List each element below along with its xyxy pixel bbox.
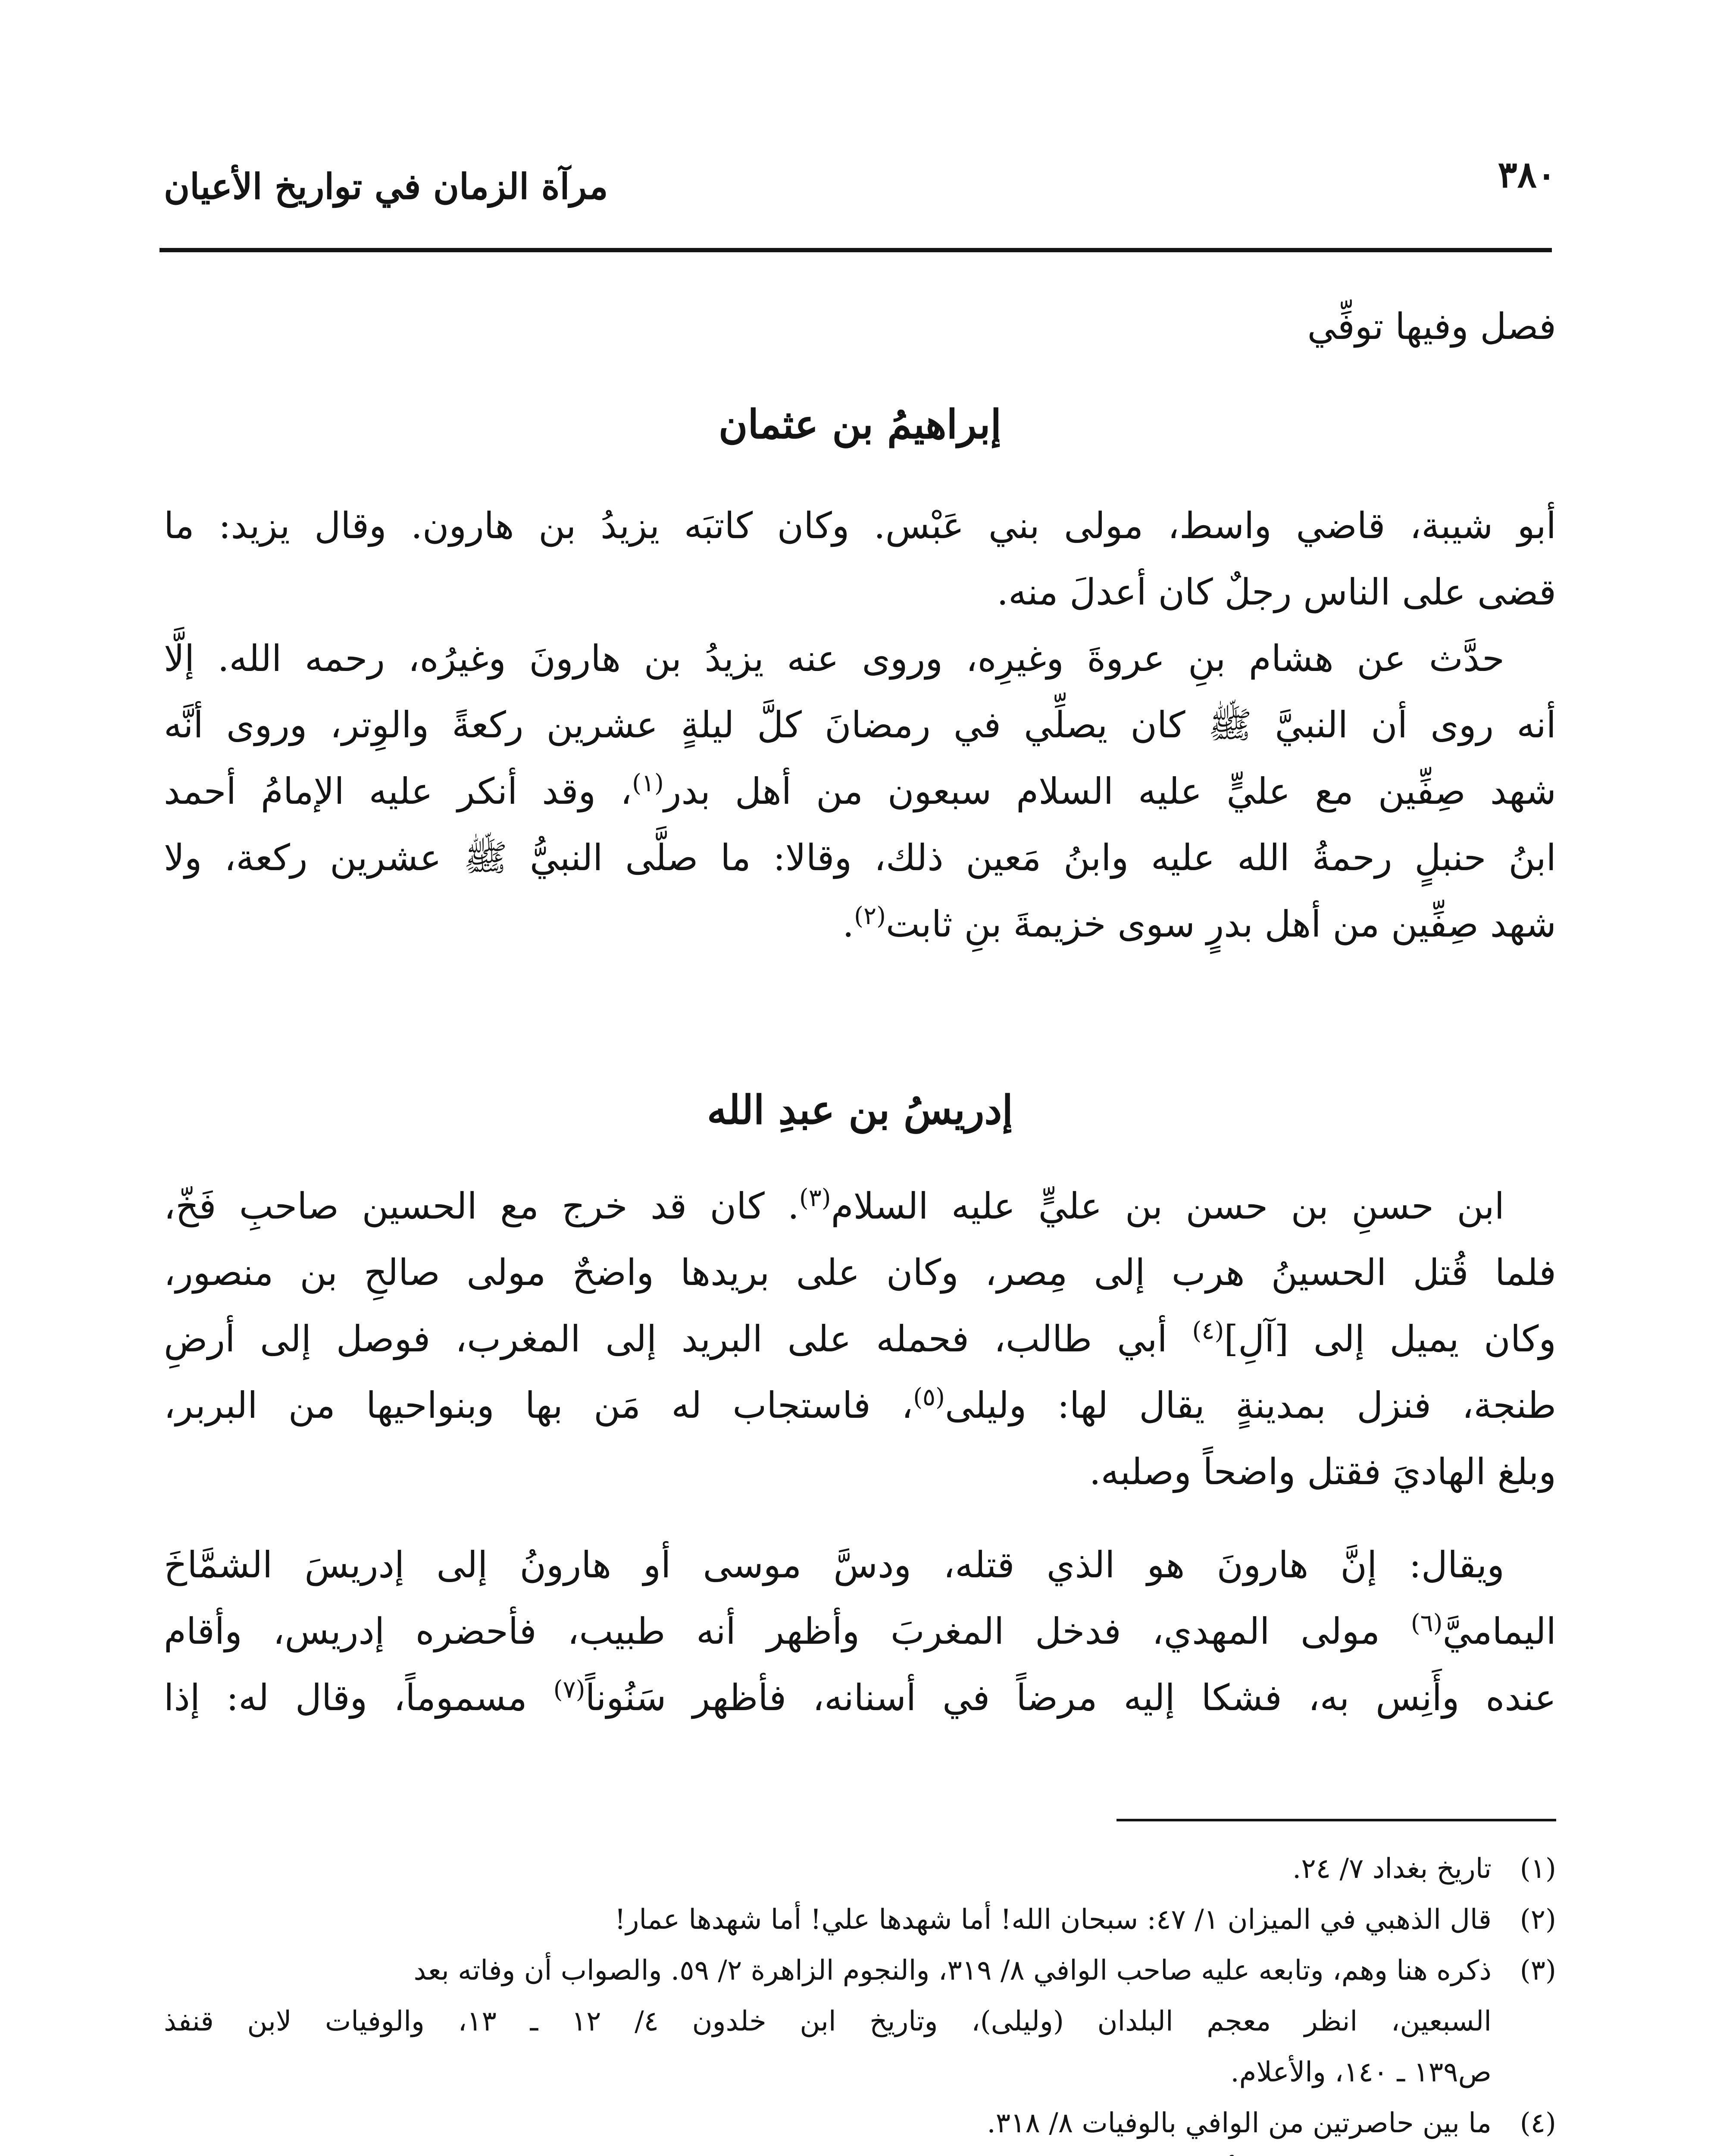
paragraph-line: أبو شيبة، قاضي واسط، مولى بني عَبْس. وكان كاتبَه يزيدُ بن هارون. وقال يزيد: ما <box>164 505 1556 547</box>
line-part: . كان قد خرج مع الحسين صاحبِ فَخّ، <box>164 1185 799 1227</box>
footnote-number: (٢) <box>1520 1904 1556 1936</box>
footnote-text: ما بين حاصرتين من الوافي بالوفيات ٨/ ٣١٨. <box>987 2107 1492 2139</box>
paragraph-line <box>164 1173 1556 1239</box>
section-ibrahim-text <box>164 492 1556 957</box>
line-part: ، فاستجاب له مَن بها وبنواحيها من البربر، <box>164 1384 913 1426</box>
footnote-ref: (٢) <box>854 902 886 930</box>
paragraph-line: ابنُ حنبلٍ رحمةُ الله عليه وابنُ مَعين ذلك، وقالا: ما صلَّى النبيُّ ﷺ عشرين ركعة، ولا <box>164 837 1556 879</box>
footnote-ref: (١) <box>632 769 664 797</box>
footnote-3 <box>164 1945 1556 1996</box>
section-heading-ibrahim: إبراهيمُ بن عثمان <box>718 401 1002 448</box>
section-idris-text-2 <box>164 1532 1556 1731</box>
paragraph-line <box>164 1372 1556 1438</box>
footnote-3-continued: السبعين، انظر معجم البلدان (وليلى)، وتاريخ ابن خلدون ٤/ ١٢ ـ ١٣، والوفيات لابن قنفذ <box>164 2006 1492 2037</box>
intro-text: فصل وفيها توفِّي <box>1307 305 1556 348</box>
line-part: وكان يميل إلى [آلِ] <box>1224 1318 1556 1360</box>
footnote-text: تاريخ بغداد ٧/ ٢٤. <box>1292 1853 1492 1885</box>
section-heading-idris: إدريسُ بن عبدِ الله <box>707 1087 1013 1133</box>
footnote-number: (٣) <box>1520 1955 1556 1987</box>
line-part: شهد صِفِّين مع عليٍّ عليه السلام سبعون من أهل بدر <box>663 770 1557 812</box>
intro-line <box>164 293 1556 360</box>
paragraph-line <box>164 1664 1556 1731</box>
line-part: اليماميَّ <box>1442 1610 1556 1652</box>
paragraph-line <box>164 1306 1556 1372</box>
line-part: شهد صِفِّين من أهل بدرٍ سوى خزيمةَ بنِ ثابت <box>885 903 1556 945</box>
footnote-number: (١) <box>1520 1853 1556 1885</box>
footnote-ref: (٧) <box>553 1676 585 1704</box>
paragraph-line <box>164 1598 1556 1664</box>
paragraph-line <box>164 891 1556 957</box>
paragraph-line: وبلغ الهاديَ فقتل واضحاً وصلبه. <box>1089 1451 1556 1493</box>
paragraph-line: أنه روى أن النبيَّ ﷺ كان يصلِّي في رمضانَ كلَّ ليلةٍ عشرين ركعةً والوِتر، وروى أنَّه <box>164 704 1556 746</box>
footnote-number <box>1492 2149 1556 2156</box>
footnote-3-continued: ص١٣٩ ـ ١٤٠، والأعلام. <box>1230 2056 1492 2088</box>
footnote-2 <box>164 1894 1556 1945</box>
footnote-4 <box>164 2098 1556 2149</box>
line-part: عنده وأَنِس به، فشكا إليه مرضاً في أسنانه، فأظهر سَنُوناً <box>585 1677 1556 1719</box>
footnote-ref: (٤) <box>1192 1317 1224 1345</box>
running-title: مرآة الزمان في تواريخ الأعيان <box>164 166 608 207</box>
footnote-number: (٤) <box>1520 2107 1556 2139</box>
footnote-ref: (٦) <box>1410 1609 1443 1637</box>
line-part: طنجة، فنزل بمدينةٍ يقال لها: وليلى <box>944 1384 1556 1426</box>
line-part: مسموماً، وقال له: إذا <box>164 1677 554 1719</box>
paragraph-line: ويقال: إنَّ هارونَ هو الذي قتله، ودسَّ موسى أو هارونُ إلى إدريسَ الشمَّاخَ <box>164 1544 1504 1586</box>
paragraph-line: حدَّث عن هشام بنِ عروةَ وغيرِه، وروى عنه يزيدُ بن هارونَ وغيرُه، رحمه الله. إلَّا <box>164 637 1504 680</box>
line-part: . <box>842 903 854 945</box>
footnote-text: قال الذهبي في الميزان ١/ ٤٧: سبحان الله! أما شهدها علي! أما شهدها عمار! <box>614 1904 1492 1936</box>
footnote-1 <box>164 1843 1556 1894</box>
line-part: ، وقد أنكر عليه الإمامُ أحمد <box>164 770 632 812</box>
footnote-ref: (٥) <box>913 1383 945 1411</box>
paragraph-line: قضى على الناس رجلٌ كان أعدلَ منه. <box>997 571 1556 613</box>
page-number: ٣٨٠ <box>1498 153 1556 196</box>
header-rule <box>159 248 1552 252</box>
footnote-ref: (٣) <box>799 1184 831 1212</box>
line-part: أبي طالب، فحمله على البريد إلى المغرب، فوصل إلى أرضِ <box>164 1318 1192 1360</box>
paragraph-line <box>164 758 1556 824</box>
footnote-text: ذكره هنا وهم، وتابعه عليه صاحب الوافي ٨/ ٣١٩، والنجوم الزاهرة ٢/ ٥٩. والصواب أن وفاته بعد <box>413 1955 1492 1987</box>
footnotes <box>164 1843 1556 2156</box>
line-part: مولى المهدي، فدخل المغربَ وأظهر أنه طبيب، فأحضره إدريس، وأقام <box>164 1610 1411 1652</box>
footnote-5 <box>164 2149 1556 2156</box>
line-part: ابن حسنِ بن حسن بن عليٍّ عليه السلام <box>831 1185 1504 1227</box>
footnote-rule <box>1116 1819 1556 1821</box>
paragraph-line: فلما قُتل الحسينُ هرب إلى مِصر، وكان على بريدها واضحٌ مولى صالحِ بن منصور، <box>164 1251 1556 1294</box>
section-idris-text <box>164 1173 1556 1505</box>
